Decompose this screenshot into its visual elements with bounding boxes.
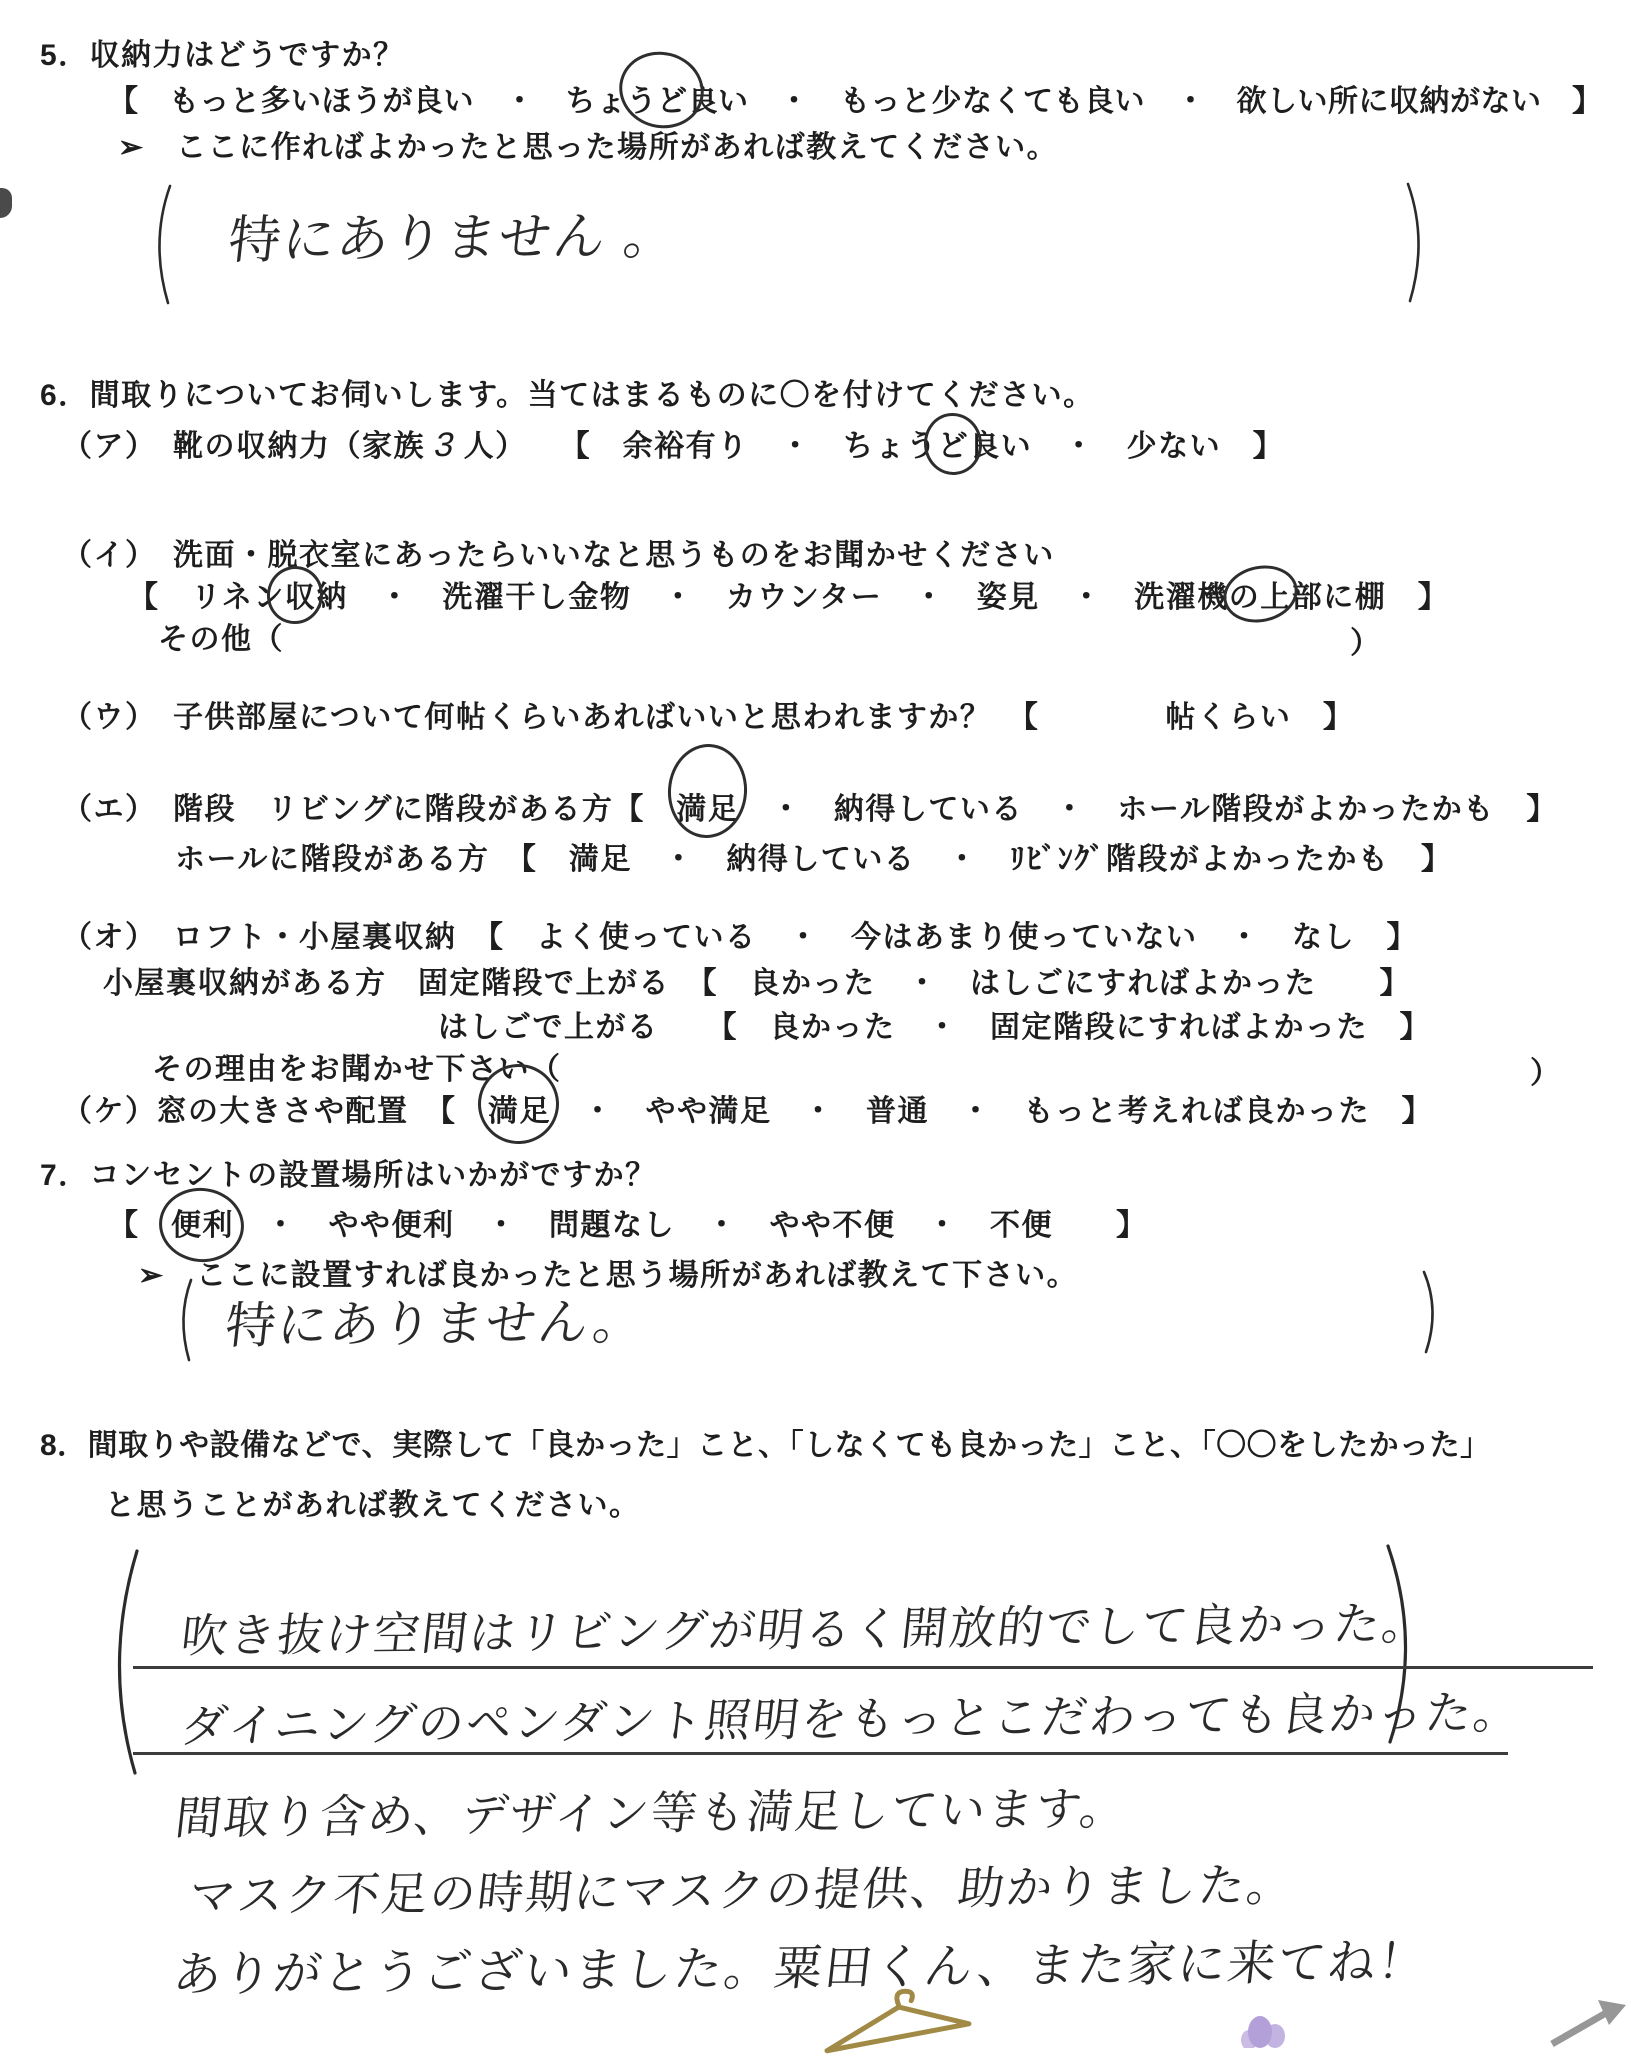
text-segment: ・ 納得している ・ ホール階段がよかったかも 】: [739, 793, 1558, 826]
q5-prompt: ➢ ここに作ればよかったと思った場所があれば教えてください。: [118, 131, 1059, 164]
text-segment: （ケ）窓の大きさや配置 【: [62, 1095, 488, 1128]
q6-item-o-reason-close: ）: [1530, 1057, 1562, 1090]
pen-circle-annotation: うど: [626, 85, 688, 118]
q6-item-a: [62, 425, 1284, 466]
answer-bracket-left-q7: [165, 1276, 201, 1364]
q5-options: [108, 84, 1603, 120]
q6-item-u: （ウ） 子供部屋について何帖くらいあればいいと思われますか？ 【 帖くらい 】: [62, 701, 1355, 734]
q6-item-e-line1: [62, 792, 1558, 828]
q6-item-o-line2: 小屋裏収納がある方 固定階段で上がる 【 良かった ・ はしごにすればよかった 】: [103, 967, 1411, 1000]
text-segment: 良い ・ もっと少なくても良い ・ 欲しい所に収納がない 】: [687, 85, 1603, 118]
handwritten-underline-2: [133, 1752, 1508, 1755]
pen-circle-annotation: 満足: [676, 793, 740, 826]
pen-circle-annotation: 満足: [488, 1095, 551, 1128]
answer-bracket-left-q5: [140, 182, 180, 307]
flower-illustration: [1230, 2012, 1300, 2048]
handwritten-value: 3: [430, 426, 458, 464]
q6-item-e-line2: ホールに階段がある方 【 満足 ・ 納得している ・ ﾘﾋﾞﾝｸﾞ階段がよかったかも 】: [175, 843, 1453, 876]
q6-item-o-line1: （オ） ロフト・小屋裏収納 【 よく使っている ・ 今はあまり使っていない ・ なし 】: [62, 921, 1418, 954]
q6-item-i-other-close: ）: [1350, 627, 1382, 660]
q6-item-o-reason-label: その理由をお聞かせ下さい（: [152, 1053, 562, 1086]
text-segment: ・ やや満足 ・ 普通 ・ もっと考えれば良かった 】: [551, 1095, 1433, 1128]
q7-handwritten-answer: 特にありません。: [222, 1293, 649, 1355]
q6-item-o-line3: はしごで上がる 【 良かった ・ 固定階段にすればよかった 】: [438, 1011, 1431, 1044]
pen-circle-annotation: 便利: [171, 1209, 234, 1242]
text-segment: 【 リネン: [128, 581, 285, 614]
q7-prompt: ➢ ここに設置すれば良かったと思う場所があれば教えて下さい。: [138, 1259, 1079, 1292]
q7-title: 7．コンセントの設置場所はいかがですか？: [40, 1159, 657, 1192]
pen-circle-annotation: ど: [937, 430, 970, 463]
text-segment: 納 ・ 洗濯干し金物 ・ カウンター ・ 姿見 ・ 洗濯機: [316, 581, 1229, 614]
answer-bracket-left-q8: [95, 1545, 147, 1780]
text-segment: （エ） 階段 リビングに階段がある方【: [62, 793, 677, 826]
q8-title-line1: 8．間取りや設備などで、実際して「良かった」こと、「しなくても良かった」こと、「〇〇をしたかった」: [40, 1429, 1491, 1462]
q8-handwritten-line-3: 間取り含め、デザイン等も満足しています。: [172, 1782, 1131, 1845]
answer-bracket-right-q5: [1398, 180, 1438, 305]
pen-circle-annotation: 収: [284, 581, 317, 614]
q6-item-i-other-label: その他（: [158, 623, 284, 656]
q7-options: [108, 1208, 1148, 1244]
q8-title-line2: と思うことがあれば教えてください。: [105, 1489, 641, 1522]
text-segment: ・ やや便利 ・ 問題なし ・ やや不便 ・ 不便 】: [234, 1209, 1148, 1242]
arrow-mark: [1548, 1998, 1630, 2048]
q6-item-ke: [62, 1094, 1433, 1130]
q6-title: 6．間取りについてお伺いします。当てはまるものに〇を付けてください。: [40, 379, 1095, 412]
q8-handwritten-line-4: マスク不足の時期にマスクの提供、助かりました。: [186, 1858, 1298, 1923]
scan-artifact: [0, 188, 12, 218]
text-segment: 【: [108, 1209, 171, 1242]
text-segment: （ア） 靴の収納力（家族: [62, 430, 435, 463]
pen-circle-annotation: の上: [1228, 581, 1292, 614]
text-segment: 人） 【 余裕有り ・ ちょう: [453, 430, 938, 463]
text-segment: 部に棚 】: [1291, 581, 1450, 614]
q5-handwritten-answer: 特にありません 。: [225, 207, 681, 271]
answer-bracket-right-q7: [1412, 1268, 1448, 1356]
q8-handwritten-line-2: ダイニングのペンダント照明をもっとこだわっても良かった。: [178, 1685, 1525, 1753]
text-segment: 良い ・ 少ない 】: [969, 430, 1285, 463]
q5-title: 5．収納力はどうですか？: [40, 39, 405, 72]
q8-handwritten-line-1: 吹き抜け空間はリビングが明るく開放的でして良かった。: [178, 1596, 1433, 1663]
q6-item-i-options: [128, 580, 1449, 616]
q8-handwritten-line-5: ありがとうございました。粟田くん、また家に来てね！: [170, 1935, 1431, 2003]
q6-item-i-question: （イ） 洗面・脱衣室にあったらいいなと思うものをお聞かせください: [62, 539, 1055, 572]
text-segment: 【 もっと多いほうが良い ・ ちょ: [108, 85, 627, 118]
handwritten-underline-1: [133, 1666, 1593, 1669]
